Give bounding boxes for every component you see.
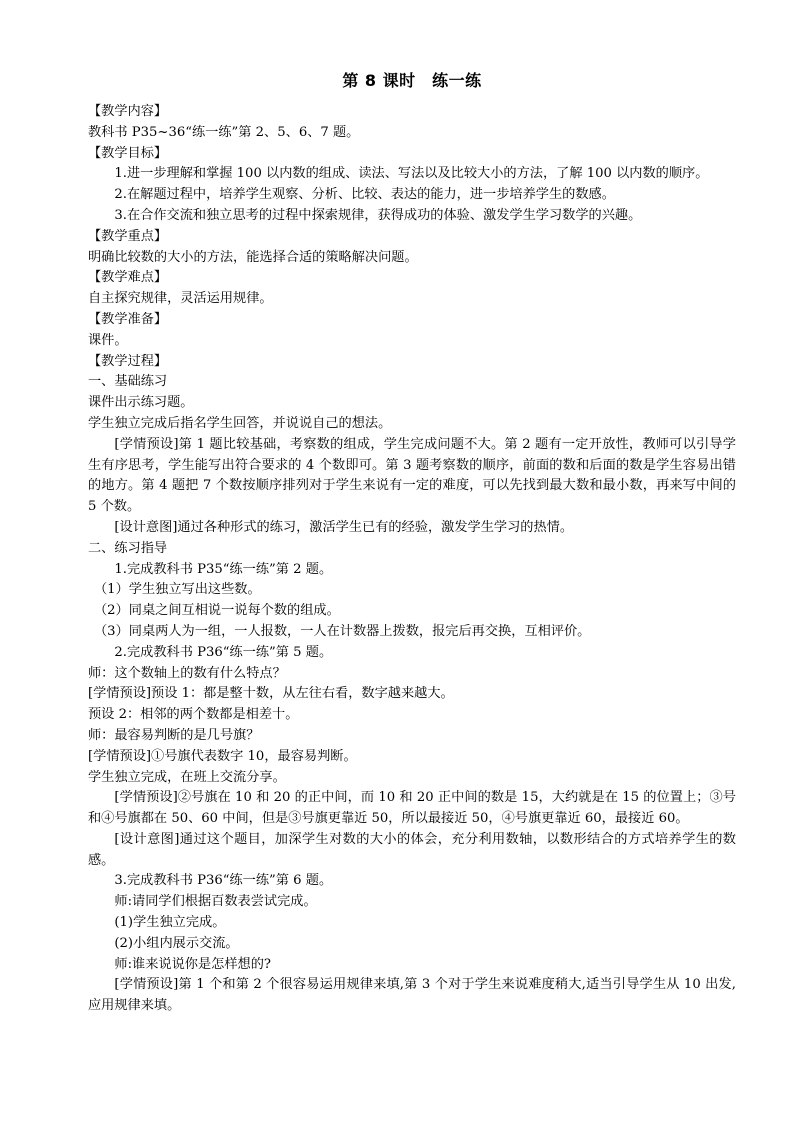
paragraph-line: 【教学重点】 — [88, 228, 168, 244]
paragraph-line: [学情预设]第 1 题比较基础，考察数的组成，学生完成问题不大。第 2 题有一定开放性，教师可以引导学生有序思考，学生能写出符合要求的 4 个数即可。第 3 题考察数的顺序，前面的数和后面的数是学生容易出错的地方。第 4 题把 7 个数按顺序排列对于学生来说有一定的难度，可以先找到最大数和最小数，再来写中间的 5 个数。 — [88, 436, 736, 515]
paragraph-line: 明确比较数的大小的方法，能选择合适的策略解决问题。 — [88, 249, 418, 265]
paragraph-line: [设计意图]通过这个题目，加深学生对数的大小的体会，充分利用数轴，以数形结合的方式培养学生的数感。 — [88, 831, 736, 868]
paragraph-line: （2）同桌之间互相说一说每个数的组成。 — [94, 603, 340, 619]
paragraph-line: 学生独立完成，在班上交流分享。 — [88, 769, 286, 785]
paragraph-line: （3）同桌两人为一组，一人报数，一人在计数器上拨数，报完后再交换，互相评价。 — [94, 623, 591, 639]
paragraph-line: 师:谁来说说你是怎样想的? — [114, 956, 271, 972]
paragraph-line: 【教学过程】 — [88, 353, 168, 369]
paragraph-line: [学情预设]②号旗在 10 和 20 的正中间，而 10 和 20 正中间的数是 15，大约就是在 15 的位置上；③号和④号旗都在 50、60 中间，但是③号旗更靠近 50，所以最接近 50，④号旗更靠近 60，最接近 60。 — [88, 790, 736, 827]
paragraph-line: （1）学生独立写出这些数。 — [94, 582, 261, 598]
paragraph-line: 2.在解题过程中，培养学生观察、分析、比较、表达的能力，进一步培养学生的数感。 — [114, 187, 615, 203]
paragraph-line: [学情预设]①号旗代表数字 10，最容易判断。 — [88, 748, 357, 764]
paragraph-line: (1)学生独立完成。 — [114, 915, 226, 931]
paragraph-line: 二、练习指导 — [88, 540, 168, 556]
paragraph-line: 3.在合作交流和独立思考的过程中探索规律，获得成功的体验、激发学生学习数学的兴趣。 — [114, 207, 642, 223]
paragraph-line: [学情预设]预设 1：都是整十数，从左往右看，数字越来越大。 — [88, 686, 454, 702]
paragraph-line: 师：最容易判断的是几号旗？ — [88, 727, 260, 743]
paragraph-line: 1.进一步理解和掌握 100 以内数的组成、读法、写法以及比较大小的方法，了解 100 以内数的顺序。 — [114, 166, 709, 182]
paragraph-line: 学生独立完成后指名学生回答，并说说自己的想法。 — [88, 415, 392, 431]
paragraph-line: 课件出示练习题。 — [88, 395, 194, 411]
paragraph-line: [设计意图]通过各种形式的练习，激活学生已有的经验，激发学生学习的热情。 — [114, 519, 574, 535]
document-page — [88, 70, 736, 1017]
paragraph-line: 师：这个数轴上的数有什么特点？ — [88, 665, 286, 681]
paragraph-line: 1.完成教科书 P35“练一练”第 2 题。 — [114, 561, 333, 577]
paragraph-line: 【教学准备】 — [88, 311, 168, 327]
paragraph-line: 2.完成教科书 P36“练一练”第 5 题。 — [114, 644, 333, 660]
paragraph-line: (2)小组内展示交流。 — [114, 935, 239, 951]
paragraph-line: 【教学目标】 — [88, 145, 168, 161]
paragraph-line: 3.完成教科书 P36“练一练”第 6 题。 — [114, 873, 333, 889]
paragraph-line: 一、基础练习 — [88, 374, 168, 390]
paragraph-line: 自主探究规律，灵活运用规律。 — [88, 291, 273, 307]
paragraph-line: [学情预设]第 1 个和第 2 个很容易运用规律来填,第 3 个对于学生来说难度稍大,适当引导学生从 10 出发,应用规律来填。 — [88, 977, 736, 1014]
paragraph-line: 课件。 — [88, 332, 128, 348]
paragraph-line: 【教学难点】 — [88, 270, 168, 286]
paragraph-line: 师:请同学们根据百数表尝试完成。 — [114, 894, 317, 910]
paragraph-line: 预设 2：相邻的两个数都是相差十。 — [88, 707, 299, 723]
document-body — [88, 102, 736, 1017]
paragraph-line: 教科书 P35~36“练一练”第 2、5、6、7 题。 — [88, 124, 360, 140]
page-title: 第 8 课时 练一练 — [342, 71, 482, 90]
paragraph-line: 【教学内容】 — [88, 104, 168, 119]
